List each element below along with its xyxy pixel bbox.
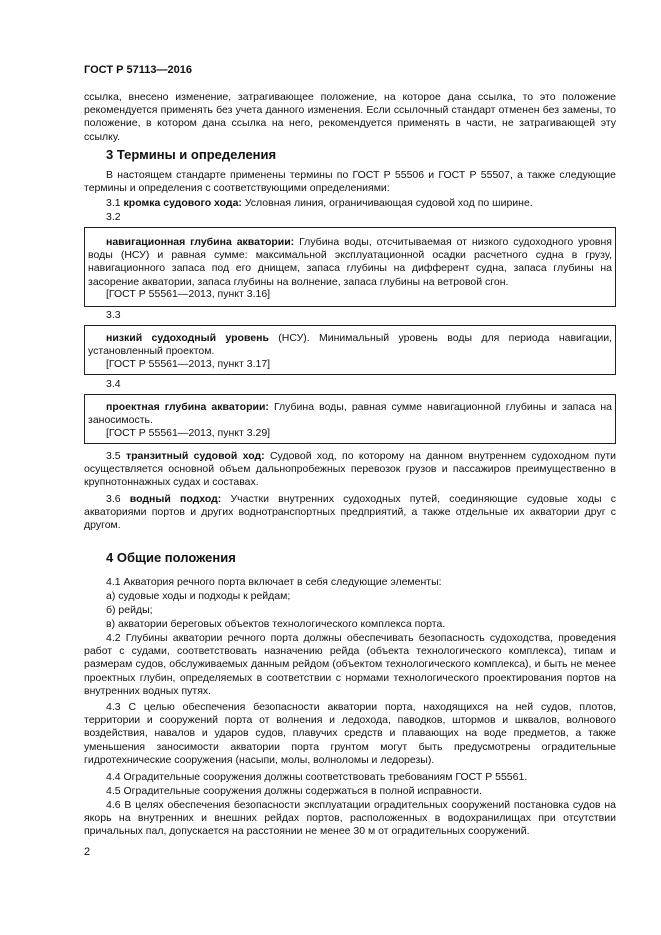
term-3-4-body [88,401,612,427]
para-4-1: 4.1 Акватория речного порта включает в себя следующие элементы: [106,576,442,588]
para-4-5: 4.5 Оградительные сооружения должны содержаться в полной исправности. [106,785,482,797]
term-3-5-term: транзитный судовой ход: [125,450,265,462]
para-4-2: 4.2 Глубины акватории речного порта должны обеспечивать безопасность судоходства, проведения работ с судами, соответствовать назначению рейда (объекта технологического комплекса), типам и размерам судов, обслуживаемых данным рейдом (объектом технологического комплекса), и быть не менее проектных глубин, определяемых в соответствии с нормами технологического проектирования портов на внутренних водных путях. [84,632,616,697]
term-3-5-number: 3.5 [106,450,121,462]
term-3-2-box [84,227,616,307]
term-3-6 [84,493,616,533]
para-4-3: 4.3 С целью обеспечения безопасности акватории порта, находящихся на ней судов, плотов, территории и сооружений порта от волнения и ледохода, паводков, штормов и шквалов, волнового воздействия, навалов и ударов судов, плавучих средств и плавающих на воде предметов, а также уменьшения заносимости акватории порта грунтом могут быть предусмотрены оградительные гидротехнические сооружения (насыпи, молы, волноломы и ледорезы). [84,701,616,766]
term-3-4-box [84,394,616,444]
section-4-title: 4 Общие положения [106,550,236,565]
section-3-lead: В настоящем стандарте применены термины по ГОСТ Р 55506 и ГОСТ Р 55507, а также следующие термины и определения с соответствующими определениями: [84,169,616,195]
section-3-title: 3 Термины и определения [106,147,277,162]
document-header: ГОСТ Р 57113—2016 [84,64,192,76]
term-3-3-body [88,332,612,358]
term-3-3-term: низкий судоходный уровень [106,332,269,344]
term-3-3-definition: (НСУ). Минимальный уровень воды для периода навигации, установленный проектом. [88,332,613,358]
term-3-5 [84,450,616,490]
page-number: 2 [84,846,91,858]
term-3-2-definition: Глубина воды, отсчитываемая от низкого судоходного уровня воды (НСУ) и равная сумме: максимальной эксплуатационной осадки расчетного судна в грузу, навигационного запаса под его днищем, запаса глубины на дифферент судна, запаса глубины на засорение акватории, запаса глубины на волнение, запаса глубины на ветровой сгон. [88,236,612,288]
term-3-6-number: 3.6 [106,493,121,505]
term-3-1-definition: Условная линия, ограничивающая судовой ход по ширине. [241,197,533,209]
term-3-4-number: 3.4 [106,378,121,390]
term-3-4-reference: [ГОСТ Р 55561—2013, пункт 3.29] [106,427,271,439]
term-3-5-definition: Судовой ход, по которому на данном внутреннем судоходном пути осуществляется основной объем дальнопробежных перевозок грузов и пассажиров преимущественно в крупнотоннажных судах и составах. [84,450,617,489]
term-3-2-number: 3.2 [106,211,121,223]
term-3-1-number: 3.1 [106,197,121,209]
term-3-2-term: навигационная глубина акватории: [106,236,295,248]
para-4-1-c: в) акватории береговых объектов технологического комплекса порта. [106,618,446,630]
term-3-4-definition: Глубина воды, равная сумме навигационной глубины и запаса на заносимость. [88,401,612,427]
term-3-3-number: 3.3 [106,309,121,321]
para-4-4: 4.4 Оградительные сооружения должны соответствовать требованиям ГОСТ Р 55561. [106,771,528,783]
term-3-1-term: кромка судового хода: [123,197,242,209]
term-3-6-definition: Участки внутренних судоходных путей, соединяющие судовые ходы с акваториями портов и других воднотранспортных предприятий, а также отдельные их акватории друг с другом. [84,493,616,532]
term-3-6-term: водный подход: [129,493,222,505]
term-3-2-reference: [ГОСТ Р 55561—2013, пункт 3.16] [106,288,271,300]
para-4-1-b: б) рейды; [106,604,153,616]
term-3-4-term: проектная глубина акватории: [106,401,269,413]
term-3-2-body [88,236,612,289]
para-4-6: 4.6 В целях обеспечения безопасности эксплуатации оградительных сооружений постановка судов на якорь на внутренних и внешних рейдах портов, расположенных в водохранилищах при отсутствии причальных пал, допускается на расстоянии не менее 30 м от оградительных сооружений. [84,799,616,838]
term-3-3-reference: [ГОСТ Р 55561—2013, пункт 3.17] [106,358,271,370]
term-3-1 [84,197,616,210]
intro-paragraph: ссылка, внесено изменение, затрагивающее положение, на которое дана ссылка, то это положение рекомендуется применять без учета данного изменения. Если ссылочный стандарт отменен без замены, то положение, в котором дана ссылка на него, рекомендуется применять в части, не затрагивающей эту ссылку. [84,91,616,143]
para-4-1-a: а) судовые ходы и подходы к рейдам; [106,590,291,602]
term-3-3-box [84,325,616,375]
